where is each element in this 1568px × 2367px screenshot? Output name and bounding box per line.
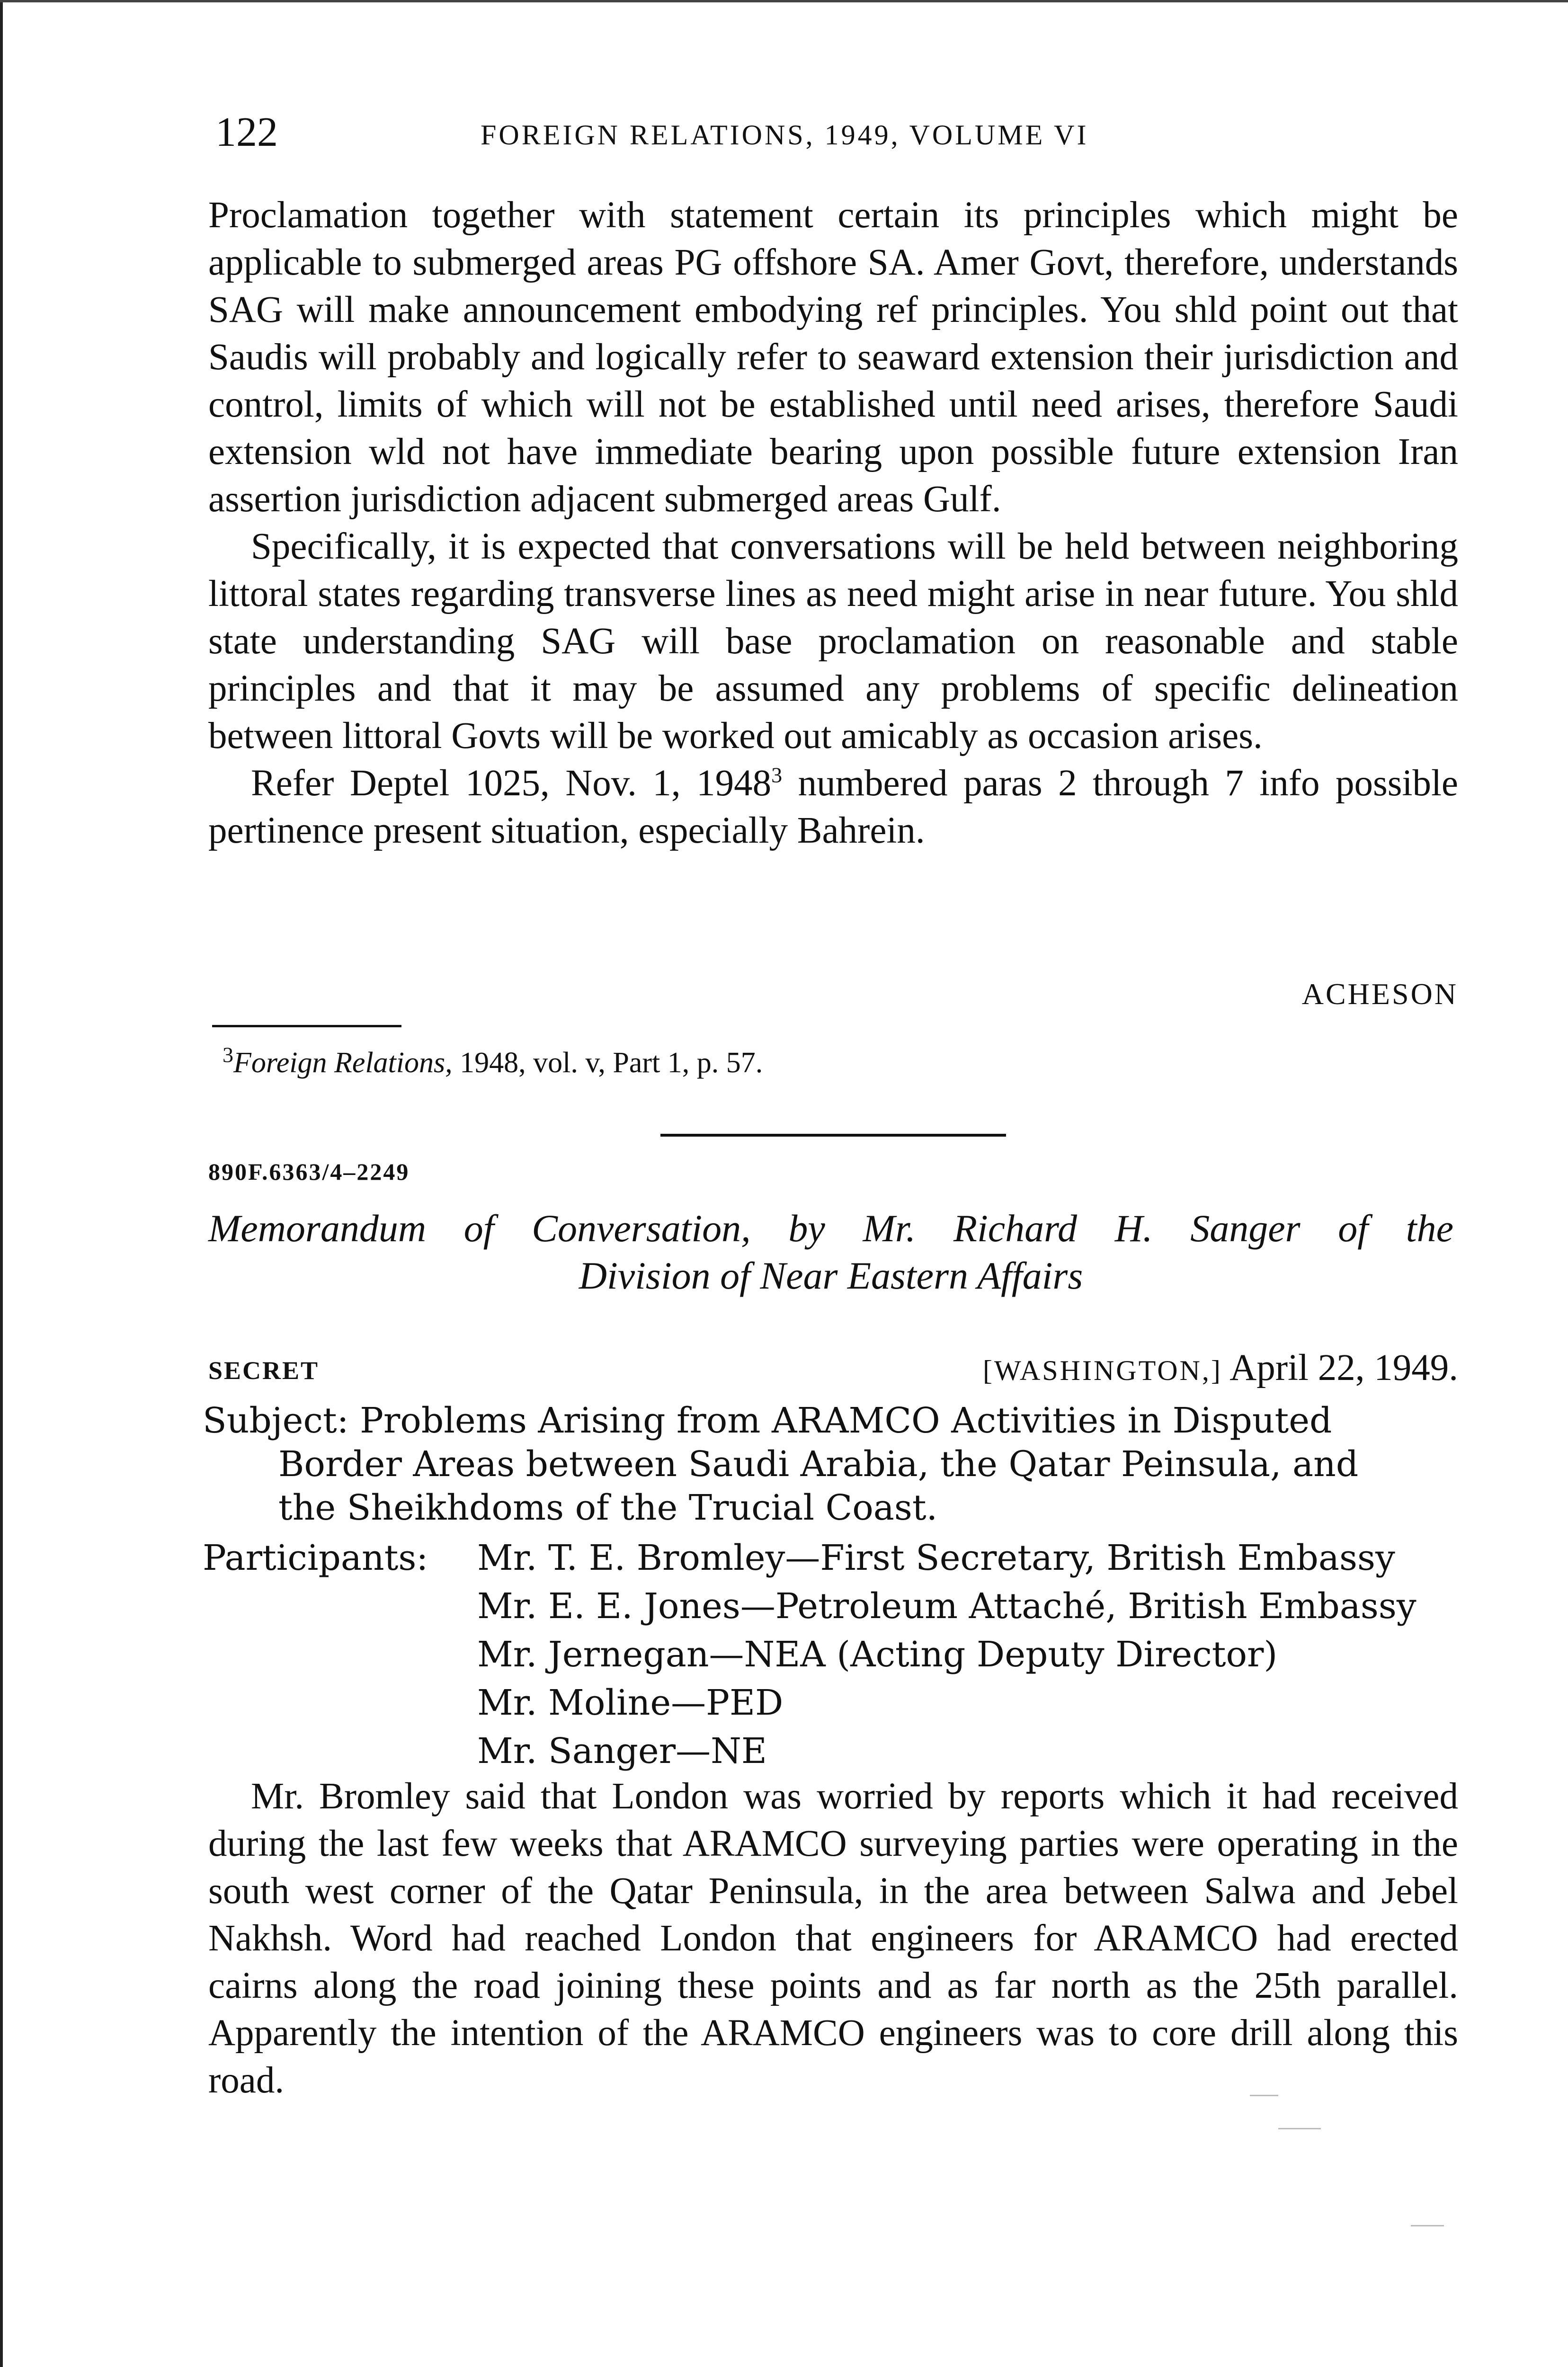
memo-title [208, 1205, 1453, 1299]
participant-item: Mr. T. E. Bromley—First Secretary, British Embassy [477, 1538, 1395, 1578]
scan-speck [1278, 2128, 1321, 2129]
subject-block [203, 1399, 1457, 1530]
telegram-continuation [208, 192, 1458, 854]
footnote [223, 1044, 763, 1082]
subject-line-3: the Sheikhdoms of the Trucial Coast. [278, 1487, 938, 1528]
telegram-paragraph-3 [208, 760, 1458, 854]
memo-body-paragraph: Mr. Bromley said that London was worried by reports which it had received during the last few weeks that ARAMCO surveying parties were operating in the south west corner of the Qatar Peninsula, in the area between Salwa and Jebel Nakhsh. Word had reached London that engineers for ARAMCO had erected cairns along the road joining these points and as far north as the 25th parallel. Apparently the intention of the ARAMCO engineers was to core drill along this road. [208, 1776, 1458, 2101]
footnote-reference: 3 [771, 763, 783, 787]
telegram-paragraph-1: Proclamation together with statement certain its principles which might be applicable to submerged areas PG offshore SA. Amer Govt, therefore, understands SAG will make announcement embodying ref principles. You shld point out that Saudis will probably and logically refer to seaward extension their jurisdiction and control, limits of which will not be established until need arises, therefore Saudi extension wld not have immediate bearing upon possible future extension Iran assertion jurisdiction adjacent submerged areas Gulf. [208, 195, 1458, 520]
scan-left-edge [0, 0, 3, 2367]
footnote-source: Foreign Relations, [233, 1047, 453, 1079]
subject-label: Subject: [203, 1400, 349, 1441]
page-header [215, 107, 1461, 159]
participant-item: Mr. Sanger—NE [477, 1731, 767, 1771]
page-number: 122 [215, 109, 278, 155]
subject-line-2: Border Areas between Saudi Arabia, the Qatar Peinsula, and [278, 1444, 1359, 1485]
dateline-place: [WASHINGTON,] [983, 1355, 1222, 1386]
memo-title-line-2: Division of Near Eastern Affairs [579, 1254, 1083, 1297]
participants-label: Participants: [203, 1538, 428, 1578]
scan-top-edge [0, 0, 1568, 2]
deptel-reference: Refer Deptel 1025, Nov. 1, 1948 [251, 763, 772, 804]
footnote-citation: 1948, vol. v, Part 1, p. 57. [452, 1047, 763, 1079]
scan-speck [1411, 2225, 1444, 2226]
signature-acheson: ACHESON [1301, 977, 1458, 1011]
deptel-remainder: numbered paras 2 through 7 info possible pertinence present situation, especially Bahrein. [208, 763, 1458, 851]
participant-item: Mr. Jernegan—NEA (Acting Deputy Director) [477, 1634, 1278, 1675]
subject-line-1 [203, 1399, 1457, 1442]
dateline-date: April 22, 1949. [1222, 1347, 1458, 1388]
footnote-marker: 3 [223, 1042, 233, 1067]
footnote-rule [212, 1025, 401, 1027]
scan-speck [1250, 2095, 1278, 2096]
running-title: FOREIGN RELATIONS, 1949, VOLUME VI [481, 119, 1089, 151]
participants-list [477, 1534, 1457, 1775]
subject-text-1: Problems Arising from ARAMCO Activities in Disputed [348, 1400, 1332, 1441]
memo-body [208, 1773, 1458, 2104]
file-number: 890F.6363/4–2249 [208, 1158, 410, 1185]
telegram-paragraph-2: Specifically, it is expected that conversations will be held between neighboring littoral states regarding transverse lines as need might arise in near future. You shld state understanding SAG will base proclamation on reasonable and stable principles and that it may be assumed any problems of specific delineation between littoral Govts will be worked out amicably as occasion arises. [208, 526, 1458, 756]
participant-item: Mr. Moline—PED [477, 1682, 784, 1723]
classification-marking: SECRET [208, 1356, 320, 1385]
dateline [890, 1344, 1458, 1394]
participant-item: Mr. E. E. Jones—Petroleum Attaché, British Embassy [477, 1586, 1417, 1627]
section-separator [660, 1134, 1006, 1137]
memo-title-line-1: Memorandum of Conversation, by Mr. Richard H. Sanger of the [208, 1207, 1453, 1250]
